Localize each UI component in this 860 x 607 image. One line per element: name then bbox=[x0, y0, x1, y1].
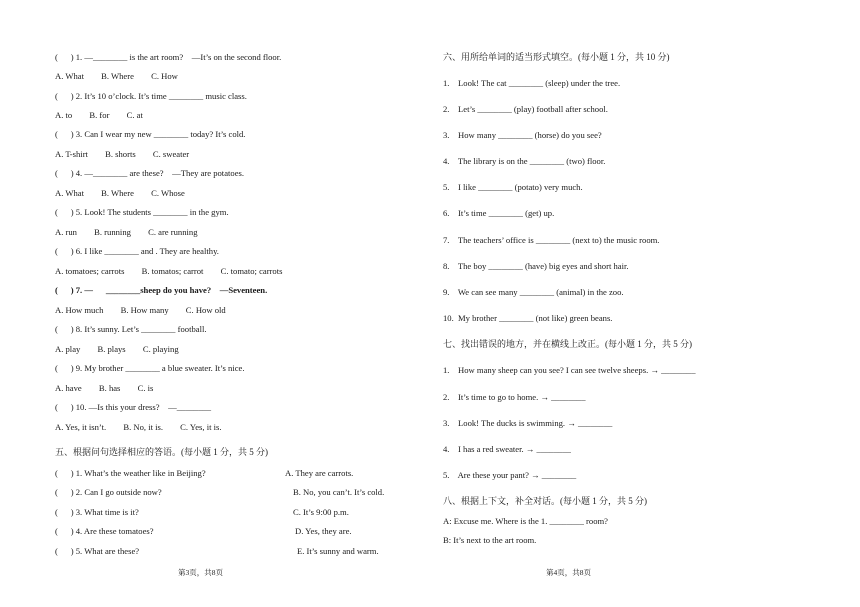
s5-question: ( ) 1. What’s the weather like in Beijing? bbox=[55, 468, 206, 478]
s8-line: A: Excuse me. Where is the 1. ________ room? bbox=[443, 516, 608, 526]
q3-options: A. T-shirt B. shorts C. sweater bbox=[55, 149, 190, 159]
q7-options: A. How much B. How many C. How old bbox=[55, 305, 226, 315]
page-footer-left: 第3页，共8页 bbox=[178, 568, 223, 577]
s6-item: 10. My brother ________ (not like) green beans. bbox=[443, 313, 613, 323]
q9: ( ) 9. My brother ________ a blue sweater. It’s nice. bbox=[55, 363, 245, 373]
q1: ( ) 1. —________ is the art room? —It’s on the second floor. bbox=[55, 52, 282, 62]
s5-question: ( ) 2. Can I go outside now? bbox=[55, 487, 162, 497]
s6-item: 8. The boy ________ (have) big eyes and short hair. bbox=[443, 261, 629, 271]
s5-question: ( ) 4. Are these tomatoes? bbox=[55, 526, 154, 536]
s6-item: 1. Look! The cat ________ (sleep) under the tree. bbox=[443, 78, 621, 88]
page-footer-right: 第4页，共8页 bbox=[546, 568, 591, 577]
q3: ( ) 3. Can I wear my new ________ today? It’s cold. bbox=[55, 129, 246, 139]
q5-options: A. run B. running C. are running bbox=[55, 227, 198, 237]
s6-item: 4. The library is on the ________ (two) floor. bbox=[443, 156, 606, 166]
section8-title: 八、根据上下文，补全对话。(每小题 1 分，共 5 分) bbox=[443, 496, 647, 506]
s5-answer: E. It’s sunny and warm. bbox=[297, 546, 379, 556]
s5-answer: A. They are carrots. bbox=[285, 468, 354, 478]
s6-item: 3. How many ________ (horse) do you see? bbox=[443, 130, 602, 140]
s8-line: B: It’s next to the art room. bbox=[443, 535, 537, 545]
q4: ( ) 4. —________ are these? —They are potatoes. bbox=[55, 168, 245, 178]
s5-answer: D. Yes, they are. bbox=[295, 526, 352, 536]
q4-options: A. What B. Where C. Whose bbox=[55, 188, 185, 198]
q2-options: A. to B. for C. at bbox=[55, 110, 143, 120]
q8: ( ) 8. It’s sunny. Let’s ________ football. bbox=[55, 324, 207, 334]
s5-question: ( ) 5. What are these? bbox=[55, 546, 140, 556]
s6-item: 5. I like ________ (potato) very much. bbox=[443, 182, 583, 192]
q6-options: A. tomatoes; carrots B. tomatos; carrot C. tomato; carrots bbox=[55, 266, 283, 276]
q5: ( ) 5. Look! The students ________ in the gym. bbox=[55, 207, 229, 217]
s7-item: 4. I has a red sweater. → ________ bbox=[443, 444, 571, 454]
q7: ( ) 7. — ________sheep do you have? —Seventeen. bbox=[55, 285, 268, 295]
s6-item: 7. The teachers’ office is ________ (next to) the music room. bbox=[443, 235, 660, 245]
s7-item: 3. Look! The ducks is swimming. → ________ bbox=[443, 418, 613, 428]
s7-item: 5. Are these your pant? → ________ bbox=[443, 470, 577, 480]
q10: ( ) 10. —Is this your dress? —________ bbox=[55, 402, 212, 412]
q2: ( ) 2. It’s 10 o’clock. It’s time ________ music class. bbox=[55, 91, 247, 101]
q8-options: A. play B. plays C. playing bbox=[55, 344, 179, 354]
s6-item: 6. It’s time ________ (get) up. bbox=[443, 208, 555, 218]
section6-title: 六、用所给单词的适当形式填空。(每小题 1 分，共 10 分) bbox=[443, 52, 670, 62]
s5-answer: C. It’s 9:00 p.m. bbox=[293, 507, 349, 517]
section7-title: 七、找出错误的地方，并在横线上改正。(每小题 1 分，共 5 分) bbox=[443, 339, 692, 349]
q1-options: A. What B. Where C. How bbox=[55, 71, 178, 81]
s5-question: ( ) 3. What time is it? bbox=[55, 507, 139, 517]
section5-title: 五、根据问句选择相应的答语。(每小题 1 分，共 5 分) bbox=[55, 447, 268, 457]
s6-item: 9. We can see many ________ (animal) in the zoo. bbox=[443, 287, 624, 297]
s5-answer: B. No, you can’t. It’s cold. bbox=[293, 487, 385, 497]
q10-options: A. Yes, it isn’t. B. No, it is. C. Yes, it is. bbox=[55, 422, 222, 432]
q9-options: A. have B. has C. is bbox=[55, 383, 154, 393]
s7-item: 2. It’s time to go to home. → ________ bbox=[443, 392, 586, 402]
s7-item: 1. How many sheep can you see? I can see twelve sheeps. → ________ bbox=[443, 365, 696, 375]
q6: ( ) 6. I like ________ and . They are healthy. bbox=[55, 246, 219, 256]
s6-item: 2. Let’s ________ (play) football after school. bbox=[443, 104, 608, 114]
